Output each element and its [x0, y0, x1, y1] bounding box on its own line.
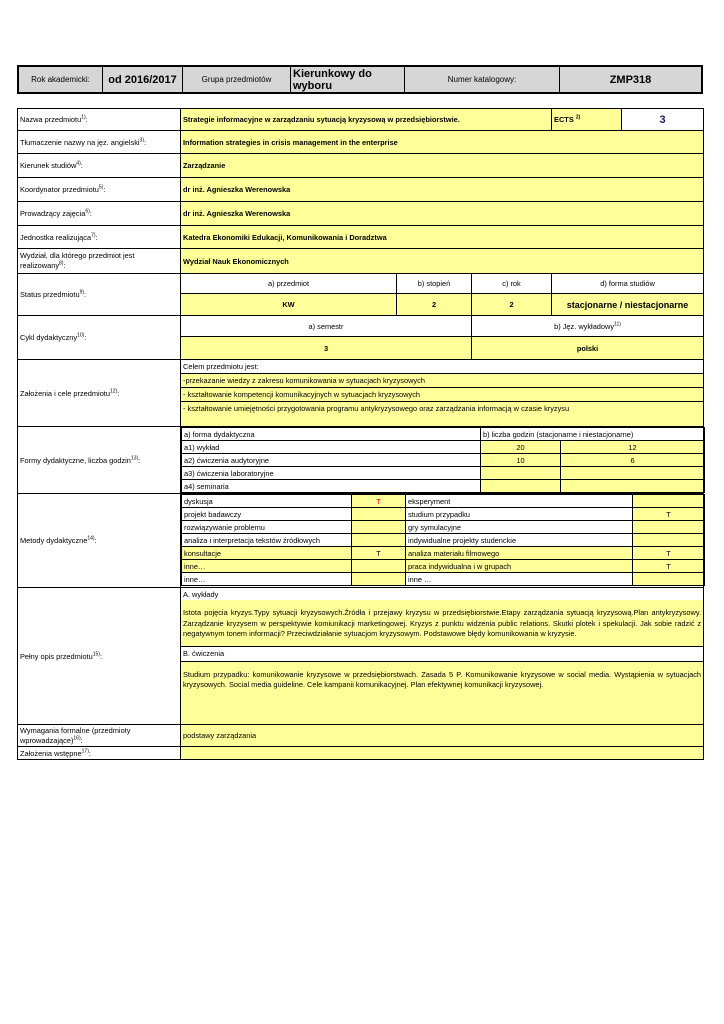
method-row: analiza i interpretacja tekstów źródłowych indywidualne projekty studenckie — [182, 534, 705, 547]
row-description: Pełny opis przedmiotu$^{15)}$: A. wykłady Istota pojęcia kryzys.Typy sytuacji kryzysowych.Źródła i przejawy kryzysu w przedsiębiorstwie.Etapy zarządzania sytuacją kryzysową.Plan antykryzysowy. Zarządzanie kryzysem w perspektywie komiunikacji marketingowej. Kryzys z punktu widzenia public relations. Skutki plotek i spekulacji. Jak sobie radzić z negatywnym tonem informacji? Przeciwdziałanie sytuacjom kryzysowym. Podstawowe błędy komunikowania w kryzysie. B. ćwiczenia Studium przypadku: komunikowanie kryzysowe w przedsiębiorstwach. Zasada 5 P. Komunikowanie kryzysowe w social media. Wystąpienia w sytuacjach kryzysowych. Social media guideline. Cele kampanii komunikacyjnej. Plan efektywnej komunikacji kryzysowej. — [18, 588, 704, 725]
english-name: Information strategies in crisis management in the enterprise — [181, 131, 704, 154]
ects-label: ECTS — [554, 115, 574, 124]
row-english-name: Tłumaczenie nazwy na jęz. angielski$^{3)}$: Information strategies in crisis management in the enterprise — [18, 131, 704, 154]
status-year: 2 — [472, 294, 552, 316]
teacher-value: dr inż. Agnieszka Werenowska — [181, 202, 704, 226]
form-row: a3) ćwiczenia laboratoryjne — [182, 467, 705, 480]
forms-table: a) forma dydaktyczna b) liczba godzin (stacjonarne i niestacjonarne) a1) wykład 20 12 a2) ćwiczenia audytoryjne 10 6 a3) ćwiczenia laboratoryjne a4) seminaria — [181, 427, 705, 493]
method-row: inne… praca indywidualna i w grupach T — [182, 560, 705, 573]
status-degree: 2 — [397, 294, 472, 316]
goal-item: - kształtowanie kompetencji komunikacyjnych w sytuacjach kryzysowych — [181, 388, 703, 402]
catalog-value: ZMP318 — [609, 73, 652, 86]
row-requirements: Wymagania formalne (przedmioty wprowadzające)$^{16)}$: podstawy zarządzania — [18, 725, 704, 747]
method-row: inne… inne … — [182, 573, 705, 586]
prerequisites-value — [181, 747, 704, 760]
method-row: rozwiązywanie problemu gry symulacyjne — [182, 521, 705, 534]
method-row: konsultacje T analiza materiału filmowego T — [182, 547, 705, 560]
row-status-header: Status przedmiotu$^{9)}$: a) przedmiot b) stopień c) rok d) forma studiów — [18, 274, 704, 294]
row-methods: Metody dydaktyczne$^{14)}$: dyskusja T eksperyment projekt badawczy studium przypadku T rozwiązywanie problemu gry symulacyjne analiza i interpretacja tekstów źródłowych indywidualne projekty studenckie konsultacje T analiza materiału filmowego T inne… praca indywidualna i w grupach T inne… inne … — [18, 494, 704, 588]
goal-item: - kształtowanie umiejętności przygotowania programu antykryzysowego oraz zarządzania informacją w czasie kryzysu — [183, 404, 570, 413]
goal-item: -przekazanie wiedzy z zakresu komunikowania w sytuacjach kryzysowych — [181, 374, 703, 388]
exercise-title: B. ćwiczenia — [181, 646, 703, 662]
course-name: Strategie informacyjne w zarządzaniu sytuacją kryzysową w przedsiębiorstwie. — [181, 109, 552, 131]
status-subject: KW — [181, 294, 397, 316]
form-row: a4) seminaria — [182, 480, 705, 493]
course-table — [17, 108, 704, 760]
group-value: Kierunkowy do wyboru — [291, 67, 405, 92]
row-unit: Jednostka realizująca$^{7)}$: Katedra Ekonomiki Edukacji, Komunikowania i Doradztwa — [18, 226, 704, 249]
label-course-name: Nazwa przedmiotu — [20, 115, 82, 124]
form-row: a2) ćwiczenia audytoryjne 10 6 — [182, 454, 705, 467]
lecture-description: Istota pojęcia kryzys.Typy sytuacji kryzysowych.Źródła i przejawy kryzysu w przedsiębiorstwie.Etapy zarządzania sytuacją kryzysową.Plan antykryzysowy. Zarządzanie kryzysem w perspektywie komiunikacji marketingowej. Kryzys z punktu widzenia public relations. Skutki plotek i spekulacji. Jak sobie radzić z negatywnym tonem informacji? Przeciwdziałanie sytuacjom kryzysowym. Podstawowe błędy komunikowania w kryzysie. — [183, 608, 702, 638]
status-form: stacjonarne / niestacjonarne — [552, 294, 704, 316]
group-label: Grupa przedmiotów — [183, 67, 291, 92]
row-field: Kierunek studiów$^{4)}$: Zarządzanie — [18, 154, 704, 178]
row-goals: Założenia i cele przedmiotu$^{12)}$: Celem przedmiotu jest: -przekazanie wiedzy z zakresu komunikowania w sytuacjach kryzysowych - kształtowanie kompetencji komunikacyjnych w sytuacjach kryzysowych - kształtowanie umiejętności przygotowania programu antykryzysowego oraz zarządzania informacją w czasie kryzysu — [18, 360, 704, 427]
row-cycle-header: Cykl dydaktyczny$^{10)}$: a) semestr b) Jęz. wykładowy$^{11)}$ — [18, 316, 704, 337]
row-teacher: Prowadzący zajęcia$^{6)}$: dr inż. Agnieszka Werenowska — [18, 202, 704, 226]
catalog-label: Numer katalogowy: — [405, 67, 560, 92]
lecture-title: A. wykłady — [181, 588, 703, 600]
method-row: projekt badawczy studium przypadku T — [182, 508, 705, 521]
goals-intro: Celem przedmiotu jest: — [181, 360, 703, 374]
header-bar — [17, 65, 703, 94]
row-coordinator: Koordynator przedmiotu$^{5)}$: dr inż. Agnieszka Werenowska — [18, 178, 704, 202]
semester-value: 3 — [181, 337, 472, 360]
method-row: dyskusja T eksperyment — [182, 495, 705, 508]
language-value: polski — [472, 337, 704, 360]
exercise-description: Studium przypadku: komunikowanie kryzysowe w przedsiębiorstwach. Zasada 5 P. Komunikowanie kryzysowe w social media. Wystąpienia w sytuacjach kryzysowych. Social media guideline. Cele kampanii komunikacyjnej. Plan efektywnej komunikacji kryzysowej. — [183, 669, 702, 689]
faculty-value: Wydział Nauk Ekonomicznych — [181, 249, 704, 274]
coordinator-value: dr inż. Agnieszka Werenowska — [181, 178, 704, 202]
field-value: Zarządzanie — [181, 154, 704, 178]
methods-table — [181, 494, 705, 586]
row-course-name: Nazwa przedmiotu$^{1)}$: Strategie informacyjne w zarządzaniu sytuacją kryzysową w przedsiębiorstwie. ECTS $^{2)}$ 3 — [18, 109, 704, 131]
year-label: Rok akademicki: — [19, 67, 103, 92]
form-row: a1) wykład 20 12 — [182, 441, 705, 454]
row-faculty: Wydział, dla którego przedmiot jest realizowany$^{8)}$: Wydział Nauk Ekonomicznych — [18, 249, 704, 274]
row-forms: Formy dydaktyczne, liczba godzin$^{13)}$: a) forma dydaktyczna b) liczba godzin (stacjonarne i niestacjonarne) a1) wykład 20 12 a2) ćwiczenia audytoryjne 10 6 a3) ćwiczenia laboratoryjne a4) seminaria — [18, 427, 704, 494]
ects-value: 3 — [622, 109, 704, 131]
row-prerequisites: Założenia wstępne$^{17)}$: — [18, 747, 704, 760]
unit-value: Katedra Ekonomiki Edukacji, Komunikowania i Doradztwa — [181, 226, 704, 249]
year-value: od 2016/2017 — [103, 67, 183, 92]
requirements-value: podstawy zarządzania — [181, 725, 704, 747]
